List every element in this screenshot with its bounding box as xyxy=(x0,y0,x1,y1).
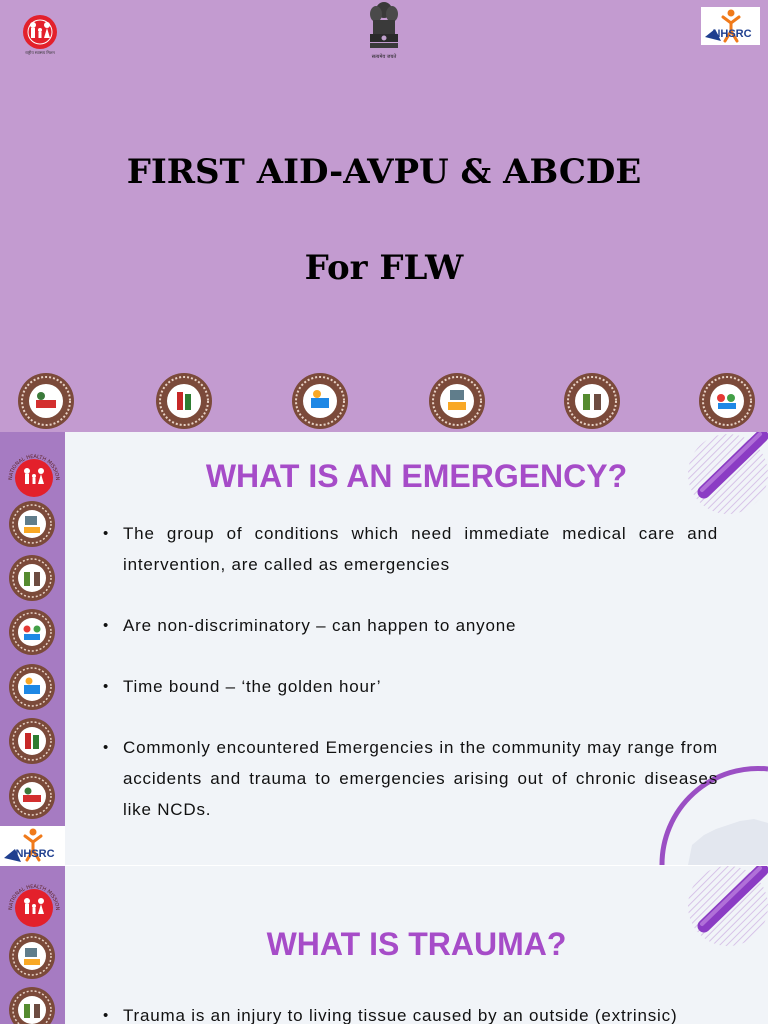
medallion-row xyxy=(0,372,768,432)
medallion-icon xyxy=(155,372,213,430)
medallion-icon xyxy=(8,554,56,602)
medallion-icon xyxy=(8,986,56,1024)
medallion-icon xyxy=(8,500,56,548)
list-item: • Are non-discriminatory – can happen to anyone xyxy=(100,610,718,641)
medallion-icon xyxy=(428,372,486,430)
svg-text:सत्यमेव जयते: सत्यमेव जयते xyxy=(371,54,397,60)
cover-title: FIRST AID-AVPU & ABCDE xyxy=(126,152,642,192)
emergency-slide xyxy=(0,432,768,865)
svg-text:NHSRC: NHSRC xyxy=(712,28,752,40)
side-strip xyxy=(0,432,65,865)
bullet-list xyxy=(100,518,718,855)
medallion-icon xyxy=(698,372,756,430)
slide-heading: WHAT IS AN EMERGENCY? xyxy=(205,458,628,494)
medallion-icon xyxy=(8,663,56,711)
nhsrc-logo xyxy=(0,826,65,865)
nhm-logo xyxy=(4,876,64,932)
list-item: • Trauma is an injury to living tissue caused by an outside (extrinsic) xyxy=(100,1000,718,1024)
svg-text:NHSRC: NHSRC xyxy=(15,848,55,860)
medallion-icon xyxy=(8,717,56,765)
medallion-icon xyxy=(8,932,56,980)
svg-text:राष्ट्रीय स्वास्थ्य मिशन: राष्ट्रीय स्वास्थ्य मिशन xyxy=(25,50,55,55)
svg-text:NATIONAL HEALTH MISSION: NATIONAL HEALTH MISSION xyxy=(7,453,61,481)
list-item: • The group of conditions which need immediate medical care and intervention, are called as emergencies xyxy=(100,518,718,580)
medallion-icon xyxy=(291,372,349,430)
medallion-icon xyxy=(563,372,621,430)
bullet-list xyxy=(100,1000,718,1024)
svg-text:NATIONAL HEALTH MISSION: NATIONAL HEALTH MISSION xyxy=(7,883,61,911)
list-item: • Commonly encountered Emergencies in the community may range from accidents and trauma to emergencies arising out of chronic diseases like NCDs. xyxy=(100,732,718,825)
nhm-logo xyxy=(12,8,68,56)
state-emblem-icon xyxy=(364,0,404,62)
cover-subtitle: For FLW xyxy=(304,248,464,288)
slide-heading: WHAT IS TRAUMA? xyxy=(266,926,567,962)
side-strip xyxy=(0,866,65,1024)
list-item: • Time bound – ‘the golden hour’ xyxy=(100,671,718,702)
nhm-logo xyxy=(4,446,64,502)
medallion-icon xyxy=(17,372,75,430)
medallion-icon xyxy=(8,608,56,656)
trauma-slide xyxy=(0,866,768,1024)
medallion-icon xyxy=(8,772,56,820)
nhsrc-logo xyxy=(701,7,760,45)
cover-slide xyxy=(0,0,768,432)
